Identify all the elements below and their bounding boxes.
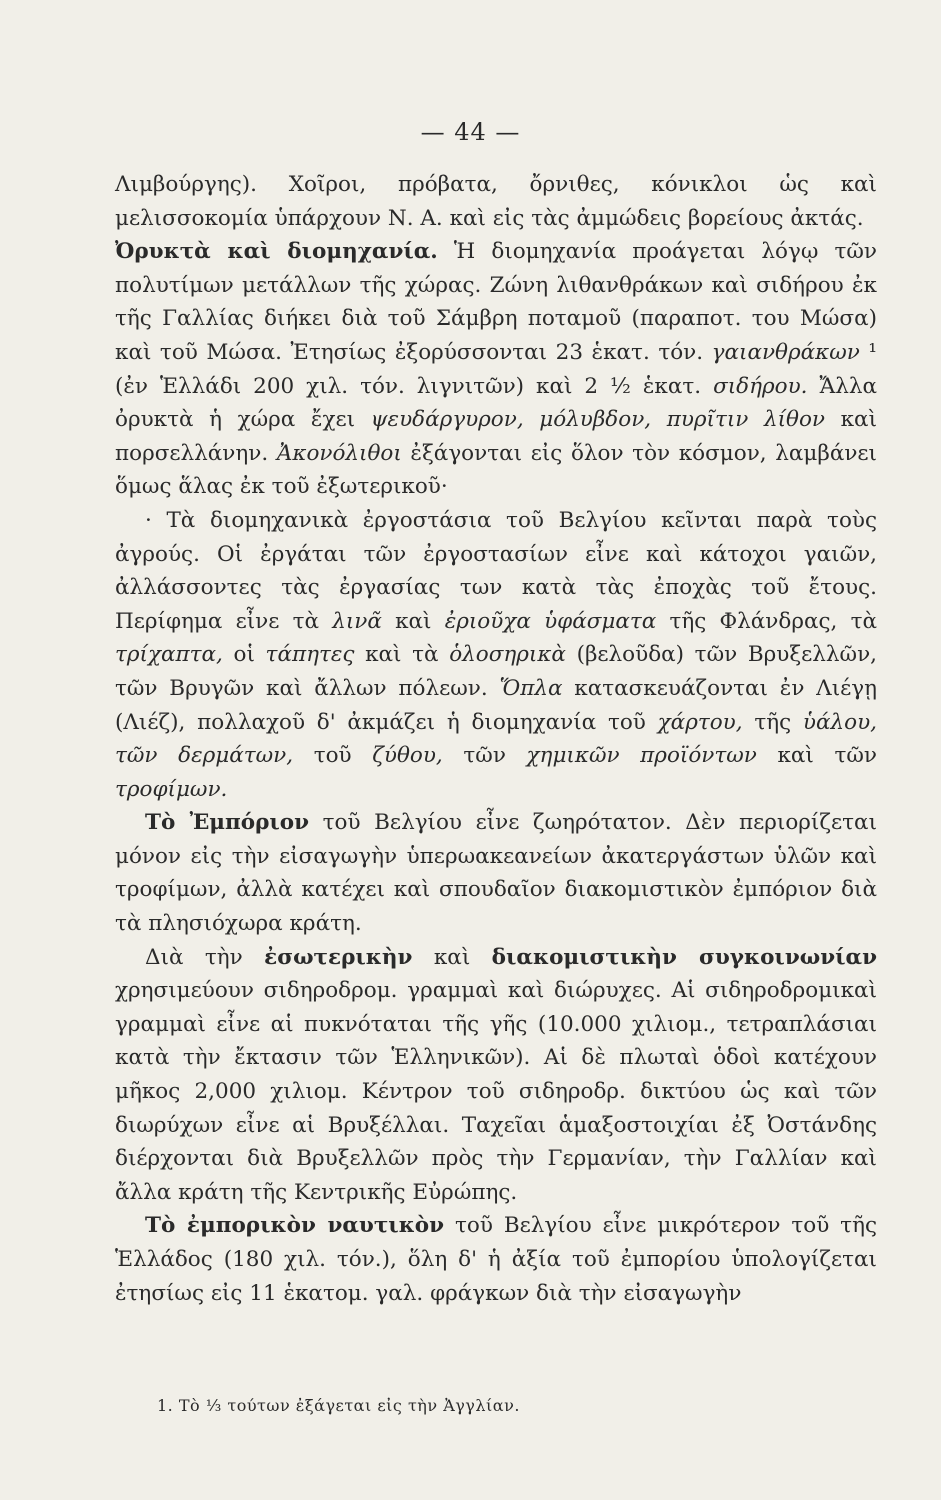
italic-term-text: σιδήρου. <box>713 373 808 399</box>
paragraph-text: τῆς <box>742 709 803 735</box>
paragraph-text: ¹ (ἐν Ἑλλάδι 200 χιλ. τόν. λιγνιτῶν) καὶ 2 ½ ἑκατ. <box>115 339 878 399</box>
italic-term-text: τρίχαπτα, <box>115 642 223 668</box>
italic-term-text: χάρτου, <box>657 709 743 735</box>
paragraph-text: τοῦ Βελγίου εἶνε μικρότερον τοῦ τῆς Ἑλλάδος (180 χιλ. τόν.), ὅλη δ' ἡ ἀξία τοῦ ἐμπορίου ὑπολογίζεται ἐτησίως εἰς 11 ἑκατομ. γαλ. φράγκων διὰ τὴν εἰσαγωγὴν <box>115 1213 878 1306</box>
footnote: 1. Τὸ ⅓ τούτων ἐξάγεται εἰς τὴν Ἀγγλίαν. <box>157 1396 520 1415</box>
italic-term-text: ἐριοῦχα ὑφάσματα <box>444 608 657 634</box>
bold-heading-text: Ὀρυκτὰ καὶ διομηχανία. <box>115 239 438 265</box>
paragraph-text: · Τὰ διομηχανικὰ ἐργοστάσια τοῦ Βελγίου κεῖνται παρὰ τοὺς ἀγρούς. Οἱ ἐργάται τῶν ἐργοστασίων εἶνε καὶ κάτοχοι γαιῶν, ἀλλάσσοντες τὰς ἐργασίας των κατὰ τὰς ἐποχὰς τοῦ ἔτους. Περίφημα εἶνε τὰ <box>115 507 877 634</box>
paragraph-text: καὶ πορσελλάνην. <box>115 407 877 466</box>
paragraph-text: ἐξάγονται εἰς ὅλον τὸν κόσμον, λαμβάνει ὅμως ἅλας ἐκ τοῦ ἐξωτερικοῦ· <box>115 440 877 500</box>
body-text <box>115 168 877 1310</box>
paragraph-text: χρησιμεύουν σιδηροδρομ. γραμμαὶ καὶ διώρυχες. Αἱ σιδηροδρομικαὶ γραμμαὶ εἶνε αἱ πυκνόταται τῆς γῆς (10.000 χιλιομ., τετραπλάσιαι κατὰ τὴν ἔκτασιν τῶν Ἑλληνικῶν). Αἱ δὲ πλωταὶ ὁδοὶ κατέχουν μῆκος 2,000 χιλιομ. Κέντρον τοῦ σιδηροδρ. δικτύου ὡς καὶ τῶν διωρύχων εἶνε αἱ Βρυξέλλαι. Ταχεῖαι ἁμαξοστοιχίαι ἐξ Ὀστάνδης διέρχονται διὰ Βρυξελλῶν πρὸς τὴν Γερμανίαν, τὴν Γαλλίαν καὶ ἄλλα κράτη τῆς Κεντρικῆς Εὐρώπης. <box>115 978 877 1205</box>
paragraph-text: Ἄλλα ὀρυκτὰ ἡ χώρα ἔχει <box>115 373 878 433</box>
italic-term-text: λινᾶ <box>332 608 382 634</box>
paragraph-text: Ἡ διομηχανία προάγεται λόγῳ τῶν πολυτίμων μετάλλων τῆς χώρας. Ζώνη λιθανθράκων καὶ σιδήρου ἐκ τῆς Γαλλίας διήκει διὰ τοῦ Σάμβρη ποταμοῦ (παραποτ. του Μώσα) καὶ τοῦ Μώσα. Ἐτησίως ἐξορύσσονται 23 ἑκατ. τόν. <box>115 239 877 365</box>
italic-term-text: ὁλοσηρικὰ <box>449 642 566 668</box>
paragraph-text: τοῦ <box>293 743 373 769</box>
paragraph-text: καὶ τῶν <box>756 743 877 769</box>
paragraph-text: τῶν <box>442 743 527 769</box>
paragraph-text: Λιμβούργης). Χοῖροι, πρόβατα, ὄρνιθες, κόνικλοι ὡς καὶ μελισσοκομία ὑπάρχουν Ν. Α. καὶ εἰς τὰς ἀμμώδεις βορείους ἀκτάς. <box>115 172 877 231</box>
paragraph-text: Διὰ τὴν <box>145 944 265 970</box>
paragraph-text: οἱ <box>222 642 266 668</box>
paragraph <box>115 235 877 504</box>
italic-term-text: ψευδάργυρον, μόλυβδον, πυρῖτιν λίθον <box>370 407 825 433</box>
bold-heading-text: ἐσωτερικὴν <box>264 944 413 970</box>
paragraph-text: καὶ τὰ <box>354 642 450 668</box>
paragraph <box>115 504 877 806</box>
paragraph-text: τοῦ Βελγίου εἶνε ζωηρότατον. Δὲν περιορίζεται μόνον εἰς τὴν εἰσαγωγὴν ὑπερωακεανείων ἀκατεργάστων ὑλῶν καὶ τροφίμων, ἀλλὰ κατέχει καὶ σπουδαῖον διακομιστικὸν ἐμπόριον διὰ τὰ πλησιόχωρα κράτη. <box>115 810 877 937</box>
bold-heading-text: διακομιστικὴν συγκοινωνίαν <box>491 944 877 970</box>
italic-term-text: χημικῶν προϊόντων <box>526 743 757 769</box>
paragraph <box>115 1209 877 1310</box>
paragraph-text: (βελοῦδα) τῶν Βρυξελλῶν, τῶν Βρυγῶν καὶ ἄλλων πόλεων. <box>115 642 877 701</box>
paragraph <box>115 941 877 1210</box>
italic-term-text: γαιανθράκων <box>711 339 860 365</box>
italic-term-text: τροφίμων. <box>115 776 228 802</box>
italic-term-text: τάπητες <box>265 642 355 668</box>
italic-term-text: Ἀκονόλιθοι <box>276 440 402 466</box>
bold-heading-text: Τὸ Ἐμπόριον <box>145 810 310 836</box>
italic-term-text: ζύθου, <box>372 743 443 769</box>
page-number: — 44 — <box>420 118 521 146</box>
paragraph <box>115 806 877 940</box>
paragraph-text: καὶ <box>412 944 492 970</box>
bold-heading-text: Τὸ ἐμπορικὸν ναυτικὸν <box>145 1213 445 1239</box>
paragraph-text: καὶ <box>381 608 445 634</box>
italic-term-text: ὑάλου, τῶν δερμάτων, <box>115 709 877 769</box>
paragraph <box>115 168 877 235</box>
paragraph-text: τῆς Φλάνδρας, τὰ <box>656 608 877 634</box>
italic-term-text: Ὅπλα <box>499 675 563 701</box>
paragraph-text: κατασκευάζονται ἐν Λιέγῃ (Λιέζ), πολλαχοῦ δ' ἀκμάζει ἡ διομηχανία τοῦ <box>115 675 878 735</box>
